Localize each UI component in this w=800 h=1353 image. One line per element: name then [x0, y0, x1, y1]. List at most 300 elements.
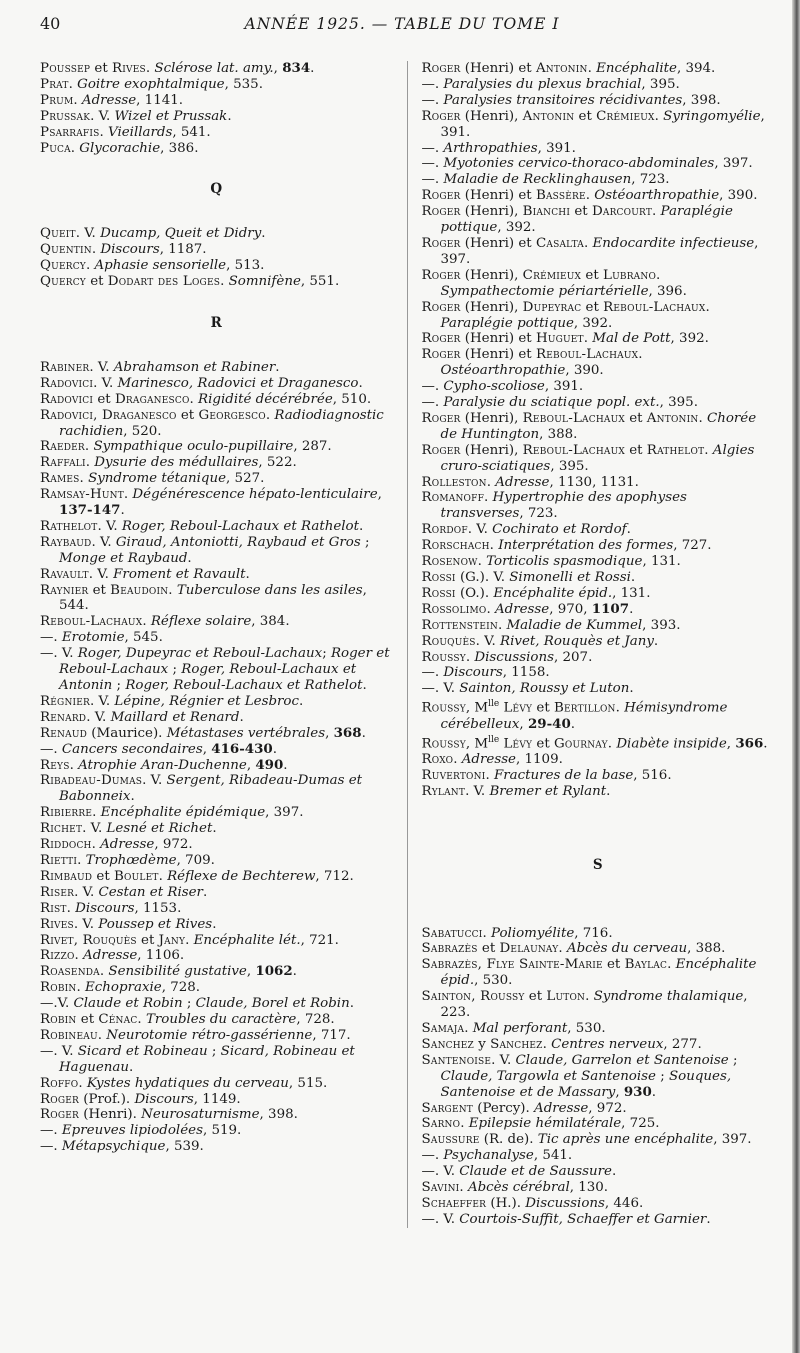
entry-text: , 1187. [159, 242, 207, 258]
entry-text: . [763, 736, 768, 751]
author-name: Raffali [40, 455, 86, 471]
entry-title: Myotonies cervico-thoraco-abdominales [443, 156, 715, 172]
author-name: Richet [40, 821, 83, 837]
entry-title: Adresse [495, 474, 550, 490]
index-entry [40, 535, 393, 567]
entry-text: —. V. [40, 1043, 78, 1059]
author-name: Roger [421, 188, 461, 204]
entry-title: Epreuves lipiodolées [61, 1123, 203, 1139]
author-name: Saussure [421, 1132, 480, 1148]
index-entry [40, 258, 393, 274]
entry-text: , 727. [673, 538, 712, 554]
entry-title: Métapsychique [61, 1139, 166, 1155]
entry-text: y [474, 1036, 491, 1052]
entry-text: , 207. [554, 649, 593, 665]
entry-text: . [220, 274, 229, 290]
author-name: Rives [40, 916, 74, 932]
entry-text: —. [40, 1123, 62, 1139]
entry-text: . [587, 61, 597, 76]
index-entry [422, 109, 775, 141]
entry-text: . V. [467, 522, 493, 538]
author-name: Lubrano [603, 267, 657, 283]
author-name: Sabrazès, Flye Sainte-Marie [421, 957, 603, 973]
author-name: Riser [40, 884, 75, 900]
author-name: Prat [40, 76, 69, 92]
superscript: lle [488, 734, 500, 745]
author-name: Roasenda [40, 964, 100, 980]
entry-text: , [202, 741, 212, 757]
index-entry [40, 376, 393, 392]
author-name: Roxo [421, 751, 454, 767]
entry-text: . [69, 757, 79, 773]
entry-title: Encéphalite épid. [493, 585, 613, 601]
entry-text: —. [40, 741, 62, 757]
index-entry [422, 331, 775, 347]
author-name: Reboul-Lachaux [535, 347, 639, 363]
entry-title: Sympathectomie périartérielle [440, 283, 649, 299]
entry-text: . [705, 299, 710, 315]
index-entry [40, 567, 393, 583]
index-entry [40, 109, 393, 125]
entry-text: —. V. [421, 681, 460, 697]
entry-text: , 725. [621, 1116, 660, 1132]
page-ref: 490 [255, 756, 284, 773]
index-entry [422, 188, 775, 204]
index-entry [40, 226, 393, 242]
entry-text: . [91, 242, 101, 258]
entry-title: Roger, Dupeyrac et Reboul-Lachaux [77, 646, 323, 662]
entry-text: . [477, 554, 487, 570]
entry-text: . [652, 204, 661, 220]
entry-title: Rigidité décérébrée [198, 391, 333, 407]
entry-text: —. [421, 665, 444, 681]
entry-text: . V. [88, 566, 114, 582]
author-name: Baylac [624, 957, 668, 973]
entry-title: Simonelli et Rossi [509, 570, 631, 585]
entry-title: Discours [443, 665, 503, 681]
index-entry [40, 77, 393, 93]
entry-text: . [626, 522, 631, 538]
entry-text: . [130, 789, 135, 805]
page-ref: 1062 [255, 963, 293, 980]
entry-title: Adresse [494, 601, 550, 617]
entry-text: . [558, 941, 567, 957]
entry-text: , 541. [533, 1148, 573, 1164]
entry-title: Roger, Reboul-Lachaux et Rathelot [121, 518, 360, 534]
index-entry [40, 1139, 393, 1155]
entry-title: Adresse [81, 92, 137, 108]
author-name: Robin [40, 980, 77, 996]
entry-title: Paraplégie pottique [440, 204, 733, 236]
author-name: Schaeffer [421, 1195, 487, 1211]
entry-text: . [202, 884, 208, 900]
entry-text: . [460, 1116, 469, 1132]
entry-text: . V. [90, 693, 115, 709]
author-name: Régnier [40, 693, 91, 709]
entry-text: , 513. [226, 258, 265, 274]
entry-text: —. V. [421, 1164, 460, 1180]
entry-text: . [261, 226, 266, 242]
entry-text: , 970, [549, 601, 592, 617]
entry-text: . [74, 948, 84, 964]
entry-text: et [93, 391, 115, 407]
index-entry [40, 125, 393, 141]
index-entry [422, 681, 775, 697]
entry-text: . [292, 964, 297, 980]
author-name: Rives [112, 61, 146, 76]
entry-title: Fractures de la base [493, 767, 634, 783]
entry-title: Goitre exophtalmique [77, 76, 225, 92]
entry-text: , 395. [659, 395, 698, 411]
index-entry [40, 710, 393, 726]
entry-text: . [583, 331, 593, 347]
entry-title: Claude, Garrelon et Santenoise [515, 1052, 729, 1068]
entry-text: (Henri) et [460, 235, 536, 251]
entry-text: . V. [75, 226, 101, 242]
entry-text: , 972. [154, 837, 193, 853]
entry-text: . [265, 407, 275, 423]
entry-text: . [275, 359, 280, 375]
index-entry [422, 1212, 775, 1228]
author-name: Rossolimo [421, 601, 487, 617]
index-entry [40, 519, 393, 535]
entry-text: , M [465, 700, 489, 716]
entry-title: Tic après une encéphalite [537, 1132, 714, 1148]
entry-text: . [570, 716, 576, 732]
entry-text: . [611, 1164, 617, 1180]
author-name: Rouquès [421, 633, 476, 649]
entry-text: —. [421, 156, 444, 172]
index-entry [422, 411, 775, 443]
index-entry [422, 141, 775, 157]
entry-text: . [120, 503, 125, 519]
entry-text: et [532, 736, 554, 751]
author-name: Rimbaud [40, 868, 93, 884]
index-entry [40, 805, 393, 821]
page-ref: 1107 [591, 600, 630, 617]
entry-text: . [704, 442, 713, 458]
author-name: Ruvertoni [421, 767, 486, 783]
entry-title: Mal de Pott [592, 331, 671, 347]
author-name: Rossi [421, 585, 456, 601]
author-name: Sanchez [421, 1036, 475, 1052]
entry-title: Somnifène [228, 274, 301, 290]
entry-text: et [581, 299, 604, 315]
entry-text: (Henri). [79, 1107, 142, 1123]
author-name: Renard [40, 709, 87, 725]
entry-text: , 397. [440, 235, 759, 267]
entry-title: Chorée de Huntington [440, 410, 757, 442]
entry-text: ; [655, 1068, 669, 1084]
entry-title: Maladie de Recklinghausen [443, 172, 632, 188]
entry-title: Neurosaturnisme [141, 1107, 260, 1123]
entry-title: Trophœdème [85, 852, 177, 868]
entry-title: Souques, Santenoise et de Massary [440, 1068, 732, 1100]
entry-title: Dysurie des médullaires [94, 455, 259, 471]
entry-text: —. [421, 1148, 444, 1164]
entry-text: (Henri), [460, 267, 523, 283]
page-ref: 834 [282, 60, 311, 76]
author-name: Roger [421, 331, 461, 347]
section-letter: S [592, 856, 603, 873]
author-name: Quentin [40, 242, 92, 258]
page-ref: 368 [333, 724, 362, 741]
entry-text: , 516. [633, 767, 672, 783]
entry-text: , 397. [265, 805, 304, 821]
entry-title: Sicard et Robineau [77, 1043, 208, 1059]
entry-text: , 398. [682, 92, 721, 108]
entry-text: —. V. [421, 1211, 460, 1227]
entry-text: . [239, 709, 244, 725]
entry-title: Paralysies transitoires récidivantes [443, 92, 683, 108]
entry-title: Adresse [461, 751, 516, 767]
entry-text: . [459, 1180, 468, 1196]
author-name: Romanoff [421, 490, 485, 506]
entry-text: , 717. [312, 1027, 351, 1043]
author-name: Rylant [421, 783, 466, 799]
entry-text: , 392. [670, 331, 709, 347]
entry-title: Encéphalite épidémique [100, 805, 266, 821]
entry-text: , 551. [300, 274, 340, 290]
author-name: Sarno [421, 1116, 461, 1132]
author-name: Sabatucci [421, 925, 483, 941]
author-name: Bassère [535, 188, 586, 204]
index-entry [422, 300, 775, 332]
entry-text: , 530. [567, 1020, 606, 1036]
entry-text: , 1153. [134, 900, 182, 916]
entry-text: , 1130, 1131. [549, 474, 639, 490]
entry-text: , 131. [612, 585, 651, 601]
entry-text: —. [421, 76, 444, 92]
entry-text: . [349, 996, 354, 1012]
index-entry [422, 752, 775, 768]
entry-text: , 541. [172, 124, 211, 140]
entry-title: Vieillards [108, 124, 173, 140]
entry-title: Maladie de Kummel [506, 617, 643, 633]
author-name: Robineau [40, 1027, 98, 1043]
entry-title: Marinesco, Radovici et Draganesco [117, 375, 359, 391]
entry-text: . V. [90, 108, 115, 124]
index-entry [40, 141, 393, 157]
entry-text: —. [421, 379, 444, 395]
entry-text: (Henri), [460, 442, 523, 458]
index-entry [422, 554, 775, 570]
entry-text: —. [421, 92, 444, 108]
entry-text: et [176, 407, 199, 423]
entry-text: (Henri), [460, 299, 523, 315]
entry-title: Abrahamson et Rabiner [113, 359, 276, 375]
author-name: Dodart des Loges [107, 274, 221, 290]
entry-text: . [362, 678, 367, 693]
entry-title: Epilepsie hémilatérale [468, 1116, 622, 1132]
entry-text: , 535. [224, 76, 263, 92]
entry-text: , 520. [123, 423, 162, 439]
entry-title: Dégénérescence hépato-lenticulaire [132, 487, 378, 503]
index-entry [422, 1180, 775, 1196]
author-name: Sainton, Roussy [421, 989, 525, 1005]
entry-title: Glycorachie [79, 140, 161, 156]
index-entry [40, 487, 393, 519]
entry-title: Ostéoarthropathie [594, 188, 720, 204]
author-name: Delaunay [499, 941, 559, 957]
entry-text: —. [40, 630, 62, 646]
entry-text: . [70, 140, 80, 156]
author-name: Antonin [535, 61, 588, 76]
index-entry [422, 618, 775, 634]
author-name: Rabiner [40, 359, 90, 375]
author-name: Roger [421, 61, 461, 76]
index-entry [40, 933, 393, 949]
author-name: Savini [421, 1180, 460, 1196]
entry-text: . [629, 601, 634, 617]
entry-text: ; [168, 662, 182, 678]
entry-title: Poussep et Rives [98, 916, 213, 932]
index-entry [40, 980, 393, 996]
entry-text: , 539. [165, 1139, 204, 1155]
author-name: Roger [421, 108, 461, 124]
entry-title: Poliomyélite [491, 925, 575, 941]
entry-text: , [726, 736, 736, 751]
entry-title: Paralysies du plexus brachial [443, 76, 642, 92]
entry-text: , 390. [565, 363, 604, 379]
entry-title: Troubles du caractère [145, 1012, 297, 1028]
entry-text: . [99, 124, 109, 140]
page-number: 40 [40, 14, 61, 33]
author-name: Roger [421, 299, 461, 315]
author-name: Rossi [421, 570, 456, 585]
entry-text: , 397. [714, 156, 753, 172]
entry-text: et [602, 957, 625, 973]
entry-text: . [497, 617, 507, 633]
index-entry [40, 360, 393, 376]
entry-text: —. V. [40, 646, 78, 662]
author-name: Georgesco [198, 407, 266, 423]
entry-title: Syndrome tétanique [88, 471, 227, 487]
author-name: Roger [40, 1107, 79, 1123]
index-entry [422, 1021, 775, 1037]
entry-title: Roger et Reboul-Lachaux [59, 646, 390, 678]
author-name: Rordof [421, 522, 468, 538]
entry-title: Discours [100, 242, 160, 258]
entry-text: . [638, 347, 643, 363]
author-name: Roussy [421, 700, 466, 716]
author-name: Rosenow [421, 554, 478, 570]
entry-text: . [630, 570, 636, 585]
entry-text: , 519. [202, 1123, 242, 1139]
entry-text: . V. [82, 821, 107, 837]
index-entry [40, 242, 393, 258]
index-entry [40, 901, 393, 917]
entry-text: ; [360, 534, 370, 550]
entry-text: et [524, 989, 547, 1005]
entry-text: , 391. [544, 379, 584, 395]
index-columns [40, 61, 774, 1228]
index-entry [40, 1028, 393, 1044]
entry-text: et [76, 1012, 99, 1028]
entry-text: . [654, 108, 664, 124]
author-name: Boulet [114, 868, 159, 884]
entry-title: Encéphalite [596, 61, 677, 76]
author-name: Huguet [535, 331, 584, 347]
entry-title: Encéphalite lét. [193, 932, 301, 948]
entry-text: . [84, 439, 94, 455]
author-name: Rorschach [421, 538, 490, 554]
index-entry [40, 694, 393, 710]
index-entry [422, 268, 775, 300]
author-name: Beaudoin [110, 582, 169, 598]
author-name: Robin [40, 1012, 77, 1028]
entry-title: Paralysie du sciatique popl. ext. [443, 395, 660, 411]
entry-title: Discours [134, 1091, 194, 1107]
section-letter: R [210, 314, 222, 331]
entry-title: Ostéoarthropathie [440, 363, 566, 379]
entry-title: Centres nerveux [551, 1036, 664, 1052]
entry-title: Discussions [474, 649, 554, 665]
entry-title: Claude et Robin [73, 996, 183, 1012]
entry-title: Erotomie [61, 630, 125, 646]
index-entry [422, 1037, 775, 1053]
entry-text: , 721. [300, 932, 339, 948]
entry-text: . [585, 188, 595, 204]
entry-title: Aphasie sensorielle [94, 258, 227, 274]
entry-text: (H.). [486, 1195, 526, 1211]
entry-text: . [92, 805, 101, 821]
entry-text: , M [465, 736, 489, 751]
index-entry [422, 733, 775, 752]
entry-text: ; [182, 996, 196, 1012]
index-entry [422, 570, 775, 586]
entry-title: Lépine, Régnier et Lesbroc [114, 693, 299, 709]
author-name: Samaja [421, 1020, 465, 1036]
entry-text: . V. [465, 783, 490, 799]
author-name: Ribierre [40, 805, 93, 821]
entry-title: Froment et Ravault [113, 566, 246, 582]
entry-text: , 391. [537, 140, 576, 156]
entry-text: , 522. [258, 455, 297, 471]
author-name: Roger [421, 347, 461, 363]
entry-text: , 287. [293, 439, 332, 455]
entry-title: Courtois-Suffit, Schaeffer et Garnier [459, 1211, 707, 1227]
entry-title: Giraud, Antoniotti, Raybaud et Gros [115, 534, 361, 550]
author-name: Psarrafis [40, 124, 100, 140]
entry-text: , [519, 716, 528, 732]
author-name: Reboul-Lachaux [522, 410, 625, 426]
entry-text: , [325, 725, 334, 741]
entry-text: . V. [91, 534, 116, 550]
author-name: Poussep [40, 61, 91, 76]
entry-text: ; [322, 646, 331, 662]
entry-text: . [187, 550, 192, 566]
entry-text: , 395. [641, 76, 680, 92]
entry-title: Roger, Reboul-Lachaux et Rathelot [125, 678, 363, 693]
entry-text: . [489, 538, 499, 554]
entry-text: , 130. [569, 1180, 609, 1196]
entry-title: Adresse [534, 1100, 589, 1116]
entry-text: , 397. [713, 1132, 752, 1148]
entry-text: , 545. [124, 630, 163, 646]
author-name: Gournay [554, 736, 608, 751]
entry-text: . [486, 474, 496, 490]
entry-text: et [574, 108, 597, 124]
page-ref: 416-430 [211, 740, 273, 757]
entry-text: . [123, 487, 133, 503]
index-entry [40, 455, 393, 471]
author-name: Roussy [421, 649, 466, 665]
index-entry [40, 93, 393, 109]
author-name: Quercy [40, 274, 86, 290]
entry-text: , 544. [59, 582, 367, 614]
entry-title: Tuberculose dans les asiles [176, 582, 363, 598]
